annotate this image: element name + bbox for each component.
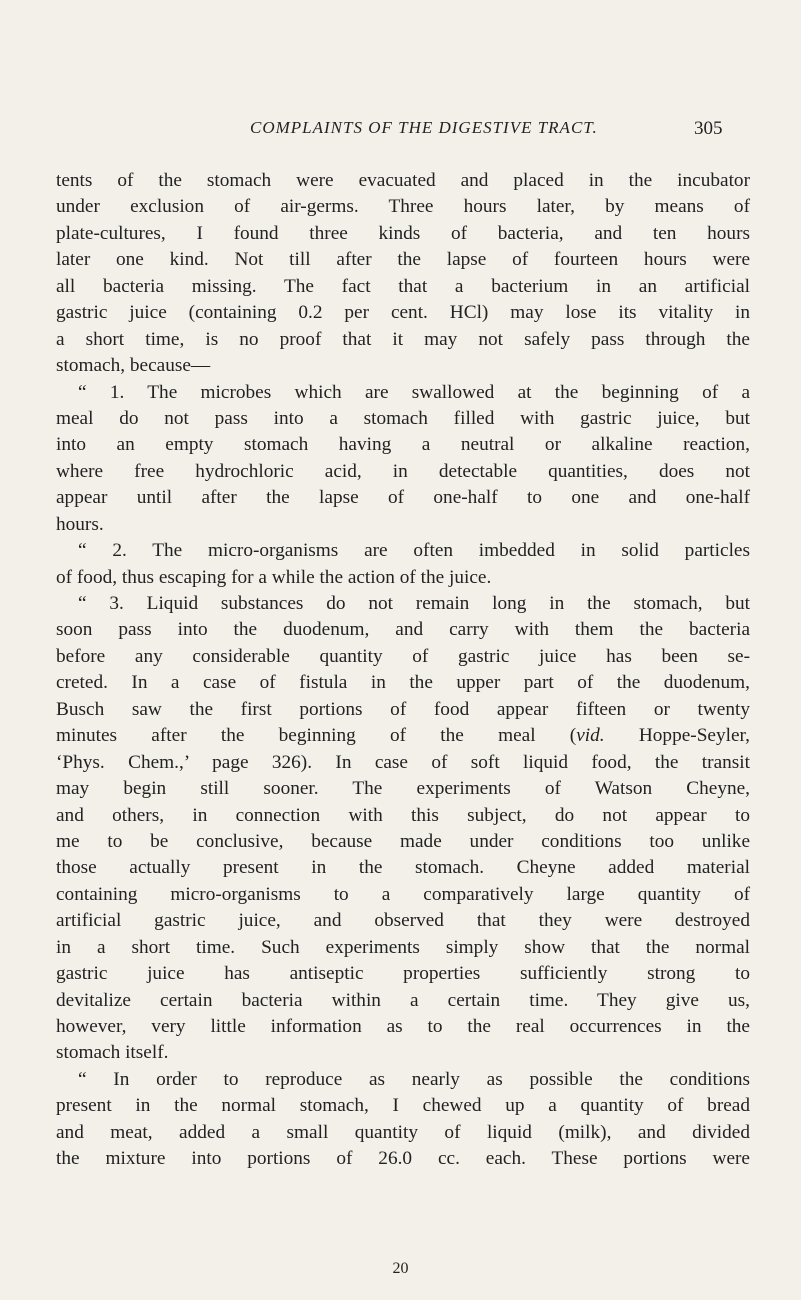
text-line: plate-cultures, I found three kinds of bacteria, and ten hours (56, 222, 750, 244)
text-line: under exclusion of air-germs. Three hours later, by means of (56, 196, 750, 218)
running-title: COMPLAINTS OF THE DIGESTIVE TRACT. (250, 118, 598, 137)
text-line: meal do not pass into a stomach filled with gastric juice, but (56, 407, 750, 429)
page-number: 305 (694, 118, 723, 139)
text-line: and meat, added a small quantity of liquid (milk), and divided (56, 1121, 750, 1143)
text-line: all bacteria missing. The fact that a bacterium in an artificial (56, 275, 750, 297)
text-line: before any considerable quantity of gastric juice has been se- (56, 645, 750, 667)
text-line: containing micro-organisms to a comparatively large quantity of (56, 883, 750, 905)
running-head (0, 118, 801, 142)
text-line: hours. (56, 513, 104, 535)
signature-mark: 20 (392, 1260, 409, 1277)
text-line: minutes after the beginning of the meal (vid. Hoppe-Seyler, (56, 725, 750, 747)
text-line: where free hydrochloric acid, in detectable quantities, does not (56, 460, 750, 482)
text-line: the mixture into portions of 26.0 cc. each. These portions were (56, 1148, 750, 1170)
text-line: into an empty stomach having a neutral or alkaline reaction, (56, 434, 750, 456)
body-text (56, 168, 750, 1173)
text-line: devitalize certain bacteria within a certain time. They give us, (56, 989, 750, 1011)
text-line: creted. In a case of fistula in the upper part of the duodenum, (56, 672, 750, 694)
text-line: and others, in connection with this subject, do not appear to (56, 804, 750, 826)
text-line: present in the normal stomach, I chewed up a quantity of bread (56, 1095, 750, 1117)
text-line: “ 3. Liquid substances do not remain long in the stomach, but (78, 593, 750, 614)
text-line: those actually present in the stomach. Cheyne added material (56, 857, 750, 879)
text-line: may begin still sooner. The experiments of Watson Cheyne, (56, 778, 750, 800)
text-line: a short time, is no proof that it may not safely pass through the (56, 328, 750, 350)
text-line: gastric juice (containing 0.2 per cent. HCl) may lose its vitality in (56, 302, 750, 324)
text-line: ‘Phys. Chem.,’ page 326). In case of soft liquid food, the transit (56, 751, 750, 773)
text-line: gastric juice has antiseptic properties sufficiently strong to (56, 963, 750, 985)
text-line: me to be conclusive, because made under conditions too unlike (56, 830, 750, 852)
text-line: of food, thus escaping for a while the action of the juice. (56, 566, 492, 588)
text-line: later one kind. Not till after the lapse of fourteen hours were (56, 249, 750, 271)
text-line: in a short time. Such experiments simply show that the normal (56, 936, 750, 958)
text-line: artificial gastric juice, and observed that they were destroyed (56, 910, 750, 932)
text-line: however, very little information as to the real occurrences in the (56, 1016, 750, 1037)
text-line: stomach, because— (56, 355, 211, 377)
italic-abbreviation: vid. (576, 725, 605, 747)
text-line: tents of the stomach were evacuated and placed in the incubator (56, 170, 750, 191)
text-line: soon pass into the duodenum, and carry with them the bacteria (56, 619, 750, 641)
text-line: “ In order to reproduce as nearly as possible the conditions (78, 1068, 750, 1090)
text-line: Busch saw the first portions of food appear fifteen or twenty (56, 698, 750, 720)
text-line: appear until after the lapse of one-half to one and one-half (56, 487, 750, 509)
text-line: “ 2. The micro-organisms are often imbedded in solid particles (78, 540, 750, 562)
text-line: stomach itself. (56, 1042, 169, 1064)
text-line: “ 1. The microbes which are swallowed at the beginning of a (78, 381, 750, 403)
